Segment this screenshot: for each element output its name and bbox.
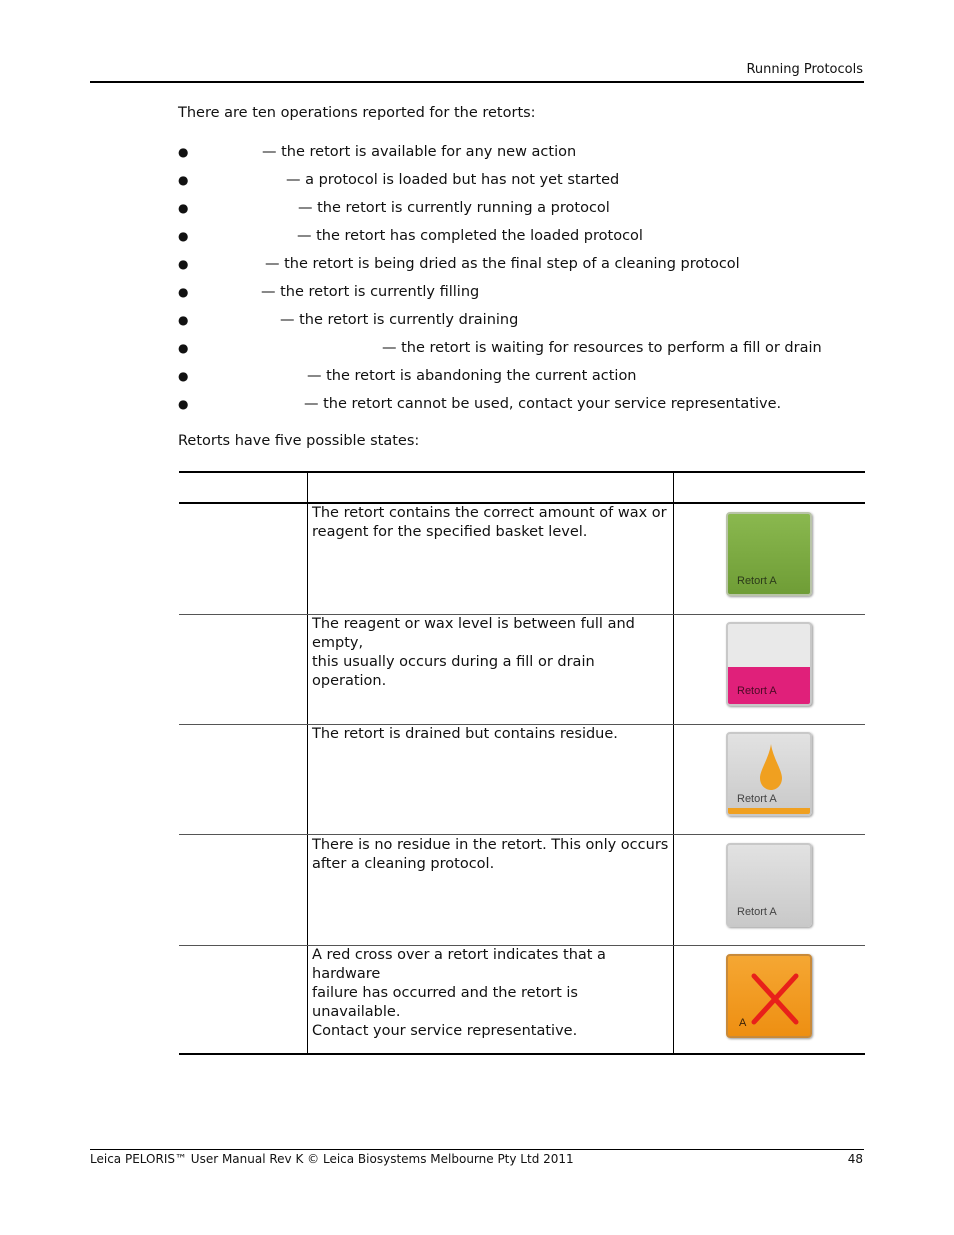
- table-row: The retort is drained but contains residue.: [312, 726, 618, 742]
- table-row: There is no residue in the retort. This only occurs after a cleaning protocol.: [312, 837, 669, 872]
- bullet-icon: ●: [178, 229, 189, 243]
- header-rule: [90, 81, 864, 83]
- row-divider: [179, 834, 865, 835]
- bullet-icon: ●: [178, 285, 189, 299]
- operations-list: [178, 142, 868, 422]
- bullet-icon: ●: [178, 341, 189, 355]
- operations-intro: There are ten operations reported for the retorts:: [178, 105, 536, 121]
- list-item: ● — the retort is abandoning the current action: [178, 368, 637, 384]
- retort-partial-icon: Retort A: [726, 622, 812, 706]
- bullet-icon: ●: [178, 145, 189, 159]
- list-item: ● — the retort is currently running a protocol: [178, 200, 610, 216]
- list-item: ● — the retort is currently draining: [178, 312, 519, 328]
- list-item: ● — the retort cannot be used, contact your service representative.: [178, 396, 782, 412]
- bullet-icon: ●: [178, 397, 189, 411]
- bullet-icon: ●: [178, 369, 189, 383]
- list-item: ● — the retort is waiting for resources to perform a fill or drain: [178, 340, 822, 356]
- column-divider: [307, 471, 308, 1055]
- retort-failed-icon: A: [726, 954, 812, 1038]
- bullet-icon: ●: [178, 201, 189, 215]
- footer-rule: [90, 1149, 864, 1150]
- list-item: ● — the retort is available for any new action: [178, 144, 577, 160]
- list-item: ● — a protocol is loaded but has not yet started: [178, 172, 620, 188]
- retort-states-table: [179, 471, 865, 1055]
- footer-copyright: Leica PELORIS™ User Manual Rev K © Leica Biosystems Melbourne Pty Ltd 2011: [90, 1152, 574, 1166]
- bullet-icon: ●: [178, 313, 189, 327]
- list-item: ● — the retort is being dried as the final step of a cleaning protocol: [178, 256, 740, 272]
- list-item: ● — the retort has completed the loaded protocol: [178, 228, 643, 244]
- table-row: The reagent or wax level is between full and empty, this usually occurs during a fill or drain operation.: [312, 616, 635, 689]
- states-intro: Retorts have five possible states:: [178, 433, 420, 449]
- page-number: 48: [847, 1152, 863, 1166]
- table-row: A red cross over a retort indicates that a hardware failure has occurred and the retort is unavailable. Contact your service representative.: [312, 947, 606, 1039]
- retort-clean-icon: Retort A: [726, 843, 812, 927]
- residue-strip: [728, 808, 810, 814]
- table-row: The retort contains the correct amount of wax or reagent for the specified basket level.: [312, 505, 667, 540]
- list-item: ● — the retort is currently filling: [178, 284, 480, 300]
- bullet-icon: ●: [178, 257, 189, 271]
- column-divider: [673, 471, 674, 1055]
- table-bottom-rule: [179, 1053, 865, 1055]
- bullet-icon: ●: [178, 173, 189, 187]
- retort-residue-icon: Retort A: [726, 732, 812, 816]
- retort-full-icon: Retort A: [726, 512, 812, 596]
- running-header: Running Protocols: [746, 62, 863, 77]
- table-top-rule: [179, 471, 865, 473]
